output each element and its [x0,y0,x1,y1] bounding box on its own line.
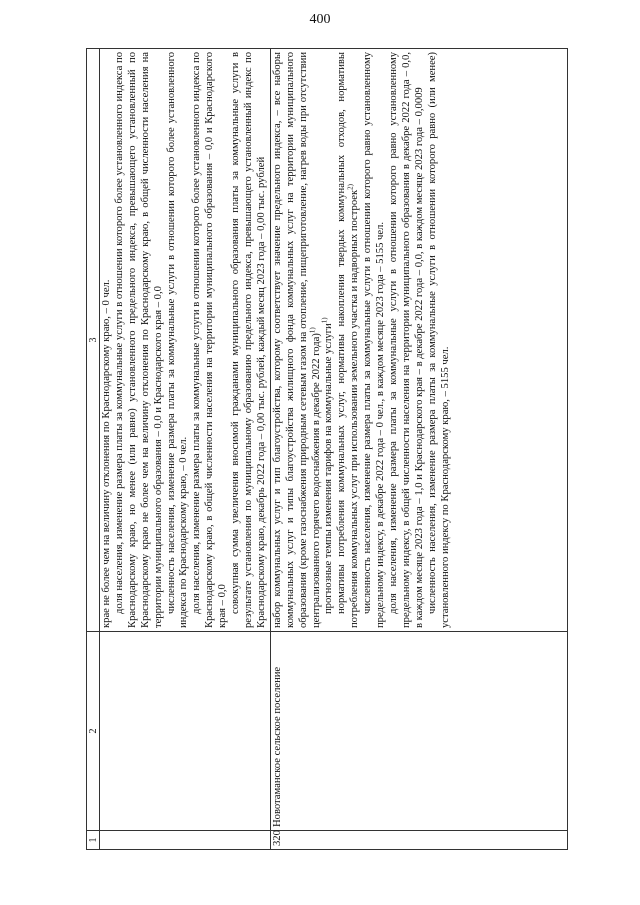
paragraph: доля населения, изменение размера платы за коммунальные услуги в отношении которого более установленного индекса по Краснодарскому краю, в общей численности населения на территории муниципального образования – 0,0 и Краснодарского края – 0,0 [191,52,229,628]
table-header-row [87,49,100,850]
paragraph: численность населения, изменение размера платы за коммунальные услуги в отношении которого равно (или менее) установленного индексу по Краснодарскому краю, – 5155 чел. [426,52,451,628]
paragraph: совокупная сумма увеличения вносимой гражданами муниципального образования платы за коммунальные услуги в результате установления по муниципальному образованию предельного индекса, превышающего установленный индекс по Краснодарскому краю, декабрь 2022 года – 0,00 тыс. рублей, каждый месяц 2023 года – 0,00 тыс. рублей [230,52,267,628]
paragraph-text: нормативы потребления коммунальных услуг, нормативы накопления твердых коммунальных отходов, нормативы потребления коммунальных услуг при использовании земельного участка и надворных построек [336,52,361,628]
header-col-3: 3 [87,49,100,632]
paragraph: численность населения, изменение размера платы за коммунальные услуги в отношении которого более установленного индекса по Краснодарскому краю, – 0 чел. [165,52,190,628]
table-row-continuation [100,49,271,850]
header-col-2: 2 [87,632,100,831]
paragraph [272,52,324,628]
paragraph-text: прогнозные темпы изменения тарифов на коммунальные услуги [323,323,335,614]
paragraph: численность населения, изменение размера платы за коммунальные услуги в отношении которого равно установленному предельному индексу, в декабре 2022 года – 0 чел., в каждом месяце 2023 года – 5155 чел. [362,52,387,628]
header-col-1: 1 [87,831,100,850]
paragraph [320,52,336,628]
rotated-table-container [86,50,568,850]
row-number-cell [100,831,271,850]
table-row-320 [270,49,567,850]
paragraph: доля населения, изменение размера платы за коммунальные услуги в отношении которого равно установленному предельному индексу, в общей численности населения на территории муниципального образования в декабре 2022 года – 0,0, в каждом месяце 2023 года – 1,0 и Краснодарского края – в декабре 2022 года – 0,0, в каждом месяце 2023 года – 0,0009 [387,52,425,628]
row-content-cell [100,49,271,632]
data-table [86,48,568,850]
row-name-cell: Новотаманское сельское поселение [270,632,567,831]
paragraph: доля населения, изменение размера платы за коммунальные услуги в отношении которого более установленного индекса по Краснодарскому краю, но менее (или равно) установленного предельного индекса, превышающего установленный по Краснодарскому краю не более чем на величину отклонения по Краснодарскому краю, в общей численности населения на территории муниципального образования – 0,0 и Краснодарского края – 0,0 [113,52,164,628]
paragraph-text: набор коммунальных услуг и тип благоустройства, которому соответствует значение предельного индекса, – все наборы коммунальных услуг и типы благоустройства жилищного фонда коммунальных услуг на территории муниципального образования (кроме газоснабжения природным сетевым газом на отопление, пищеприготовление, нагрев воды при отсутствии централизованного горячего водоснабжения в декабре 2022 года) [271,52,322,628]
paragraph: крае не более чем на величину отклонения по Краснодарскому краю, – 0 чел. [101,279,112,628]
paragraph [336,52,362,628]
rotated-table-inner [86,50,568,850]
row-content-cell [270,49,567,632]
page-number: 400 [309,12,331,27]
footnote-marker: 1) [307,327,316,334]
row-number-cell: 320 [270,831,567,850]
footnote-marker: 2) [346,184,355,190]
row-name-cell [100,632,271,831]
footnote-marker: 1) [320,317,329,324]
